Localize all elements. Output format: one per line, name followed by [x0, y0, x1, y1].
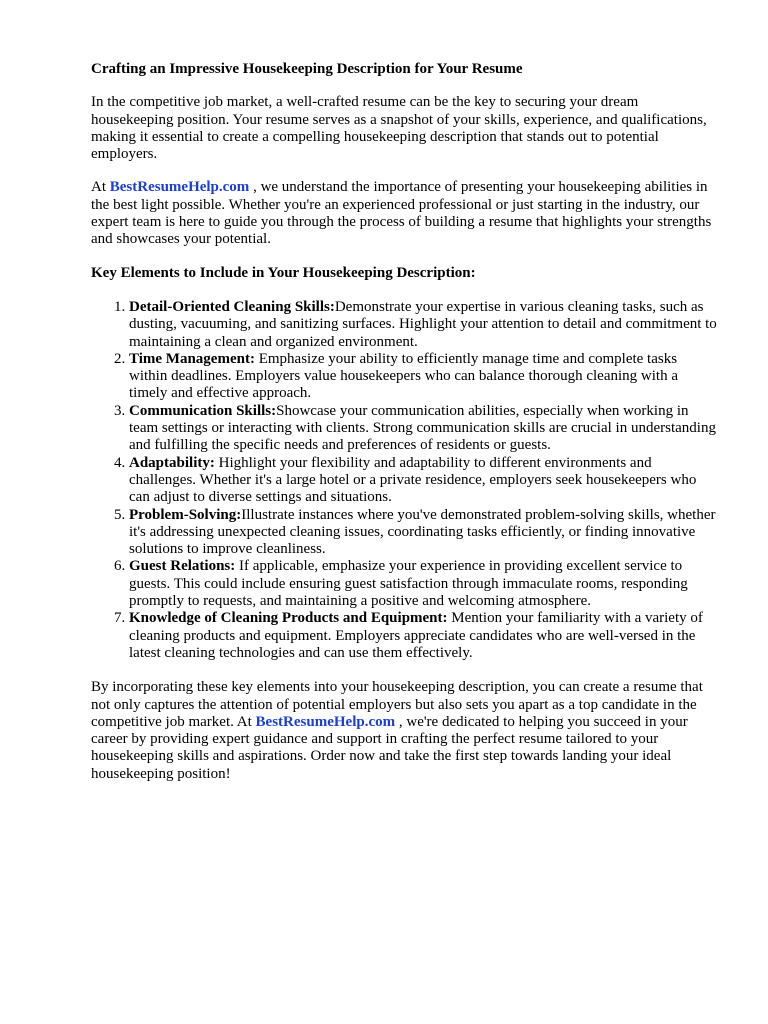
- list-item-text: Mention your familiarity with a variety of cleaning products and equipment. Employers appreciate candidates who are well-versed in the latest cleaning technologies and can use them effectively.: [129, 610, 703, 661]
- list-item: [129, 351, 717, 403]
- intro-paragraph: In the competitive job market, a well-crafted resume can be the key to securing your dream housekeeping position. Your resume serves as a snapshot of your skills, experience, and qualifications, making it essential to create a compelling housekeeping description that stands out to potential employers.: [91, 94, 707, 163]
- key-elements-list: [91, 299, 717, 662]
- list-item-text: Showcase your communication abilities, especially when working in team settings or interacting with clients. Strong communication skills are crucial in understanding and fulfilling the specific needs and preferences of residents or guests.: [129, 402, 716, 454]
- company-paragraph-suffix: , we understand the importance of presenting your housekeeping abilities in the best light possible. Whether you're an experienced professional or just starting in the industry, our expert team is here to guide you through the process of building a resume that highlights your strengths and showcases your potential.: [91, 179, 712, 248]
- closing-paragraph-suffix: , we're dedicated to helping you succeed in your career by providing expert guidance and support in crafting the perfect resume tailored to your housekeeping skills and aspirations. Order now and take the first step towards landing your ideal housekeeping position!: [91, 713, 688, 782]
- company-link[interactable]: BestResumeHelp.com: [109, 179, 250, 196]
- list-item-term: Communication Skills:: [129, 402, 277, 419]
- list-item-text: Emphasize your ability to efficiently manage time and complete tasks within deadlines. Employers value housekeepers who can balance thorough cleaning with a timely and effective approach.: [129, 350, 678, 402]
- closing-paragraph-prefix: By incorporating these key elements into your housekeeping description, you can create a resume that not only captures the attention of potential employers but also sets you apart as a top candidate in the competitive job market. At: [91, 679, 703, 730]
- document-title: Crafting an Impressive Housekeeping Description for Your Resume: [91, 61, 523, 77]
- list-item-term: Adaptability:: [129, 454, 215, 471]
- company-paragraph: [91, 179, 717, 248]
- list-item: [129, 558, 717, 610]
- list-item-term: Time Management:: [129, 350, 255, 367]
- list-item-term: Detail-Oriented Cleaning Skills:: [129, 298, 335, 315]
- list-item-text: If applicable, emphasize your experience in providing excellent service to guests. This could include ensuring guest satisfaction through immaculate rooms, responding promptly to requests, and maintaining a positive and welcoming atmosphere.: [129, 558, 688, 610]
- list-item-text: Highlight your flexibility and adaptability to different environments and challenges. Whether it's a large hotel or a private residence, employers seek housekeepers who can adjust to diverse settings and situations.: [129, 454, 697, 506]
- list-item-text: Demonstrate your expertise in various cleaning tasks, such as dusting, vacuuming, and sanitizing surfaces. Highlight your attention to detail and commitment to maintaining a clean and organized environment.: [129, 298, 717, 350]
- list-item-term: Problem-Solving:: [129, 506, 242, 523]
- document-page: [91, 61, 717, 799]
- list-item-term: Knowledge of Cleaning Products and Equipment:: [129, 610, 448, 627]
- list-item: [129, 610, 717, 662]
- list-item-term: Guest Relations:: [129, 558, 236, 575]
- list-item: [129, 507, 717, 559]
- closing-paragraph: [91, 679, 717, 783]
- company-paragraph-prefix: At: [91, 179, 110, 196]
- list-item: [129, 403, 717, 455]
- list-item: [129, 455, 717, 507]
- list-item-text: Illustrate instances where you've demonstrated problem-solving skills, whether it's addressing unexpected cleaning issues, coordinating tasks efficiently, or finding innovative solutions to improve cleanliness.: [129, 506, 716, 558]
- closing-company-link[interactable]: BestResumeHelp.com: [255, 713, 396, 730]
- list-item: [129, 299, 717, 351]
- section-heading: Key Elements to Include in Your Housekeeping Description:: [91, 264, 476, 281]
